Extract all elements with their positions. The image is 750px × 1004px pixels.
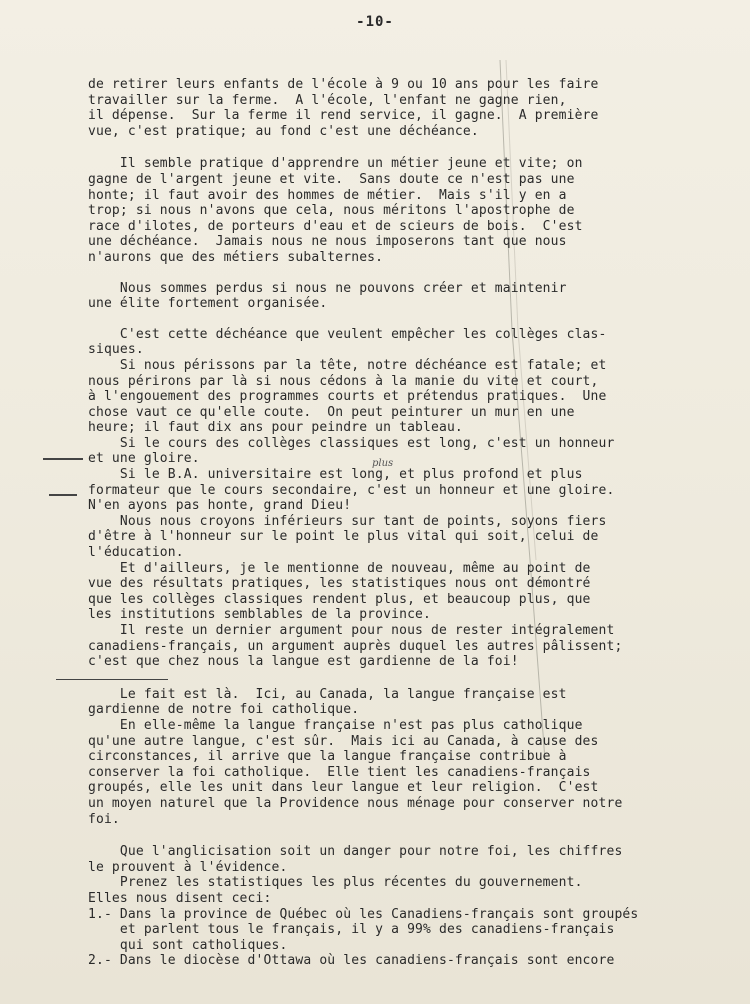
paragraph: Il semble pratique d'apprendre un métier jeune et vite; on gagne de l'argent jeune et vite. Sans doute ce n'est pas une honte; il faut avoir des hommes de métier. Mais s'il y en a trop; si nous n'avons que cela, nous méritons l'apostrophe de race d'ilotes, de porteurs d'eau et de scieurs de bois. C'est une déchéance. Jamais nous ne nous imposerons tant que nous n'aurons que des métiers subalternes.: [88, 156, 583, 265]
paragraph: Que l'anglicisation soit un danger pour notre foi, les chiffres le prouvent à l'évidence. Prenez les statistiques les plus récentes du gouvernement. Elles nous disent ceci: 1.- Dans la province de Québec où les Canadiens-français sont groupés et parlent tous le français, il y a 99% des canadiens-français qui sont catholiques. 2.- Dans le diocèse d'Ottawa où les canadiens-français sont encore: [88, 844, 639, 969]
margin-mark: [43, 458, 83, 460]
paragraph: Le fait est là. Ici, au Canada, la langue française est gardienne de notre foi catholique. En elle-même la langue française n'est pas plus catholique qu'une autre langue, c'est sûr. Mais ici au Canada, à cause des circonstances, il arrive que la langue française contribue à conserver la foi catholique. Elle tient les canadiens-français groupés, elle les unit dans leur langue et leur religion. C'est un moyen naturel que la Providence nous ménage pour conserver notre foi.: [88, 686, 623, 827]
paragraph: Nous sommes perdus si nous ne pouvons créer et maintenir une élite fortement organisée.: [88, 280, 567, 312]
margin-mark: [49, 494, 77, 496]
paragraph: de retirer leurs enfants de l'école à 9 ou 10 ans pour les faire travailler sur la ferme. A l'école, l'enfant ne gagne rien, il dépense. Sur la ferme il rend service, il gagne. A première vue, c'est pratique; au fond c'est une déchéance.: [88, 77, 599, 139]
page-number: -10-: [356, 14, 394, 30]
handwritten-insertion: plus: [372, 458, 394, 469]
document-body: [88, 77, 728, 969]
paragraph: C'est cette déchéance que veulent empêcher les collèges clas- siques. Si nous périssons par la tête, notre déchéance est fatale; et nous périrons par là si nous cédons à la manie du vite et court, à l'engouement des programmes courts et prétendus pratiques. Une chose vaut ce qu'elle coute. On peut peinturer un mur en une heure; il faut dix ans pour peindre un tableau. Si le cours des collèges classiques est long, c'est un honneur et une gloire. Si le B.A. universitaire est long, et plus profond et plus formateur que le cours secondaire, c'est un honneur et une gloire. N'en ayons pas honte, grand Dieu! Nous nous croyons inférieurs sur tant de points, soyons fiers d'être à l'honneur sur le point le plus vital qui soit, celui de l'éducation. Et d'ailleurs, je le mentionne de nouveau, même au point de vue des résultats pratiques, les statistiques nous ont démontré que les collèges classiques rendent plus, et beaucoup plus, que les institutions semblables de la province. Il reste un dernier argument pour nous de rester intégralement canadiens-français, un argument auprès duquel les autres pâlissent; c'est que chez nous la langue est gardienne de la foi!: [88, 326, 623, 670]
